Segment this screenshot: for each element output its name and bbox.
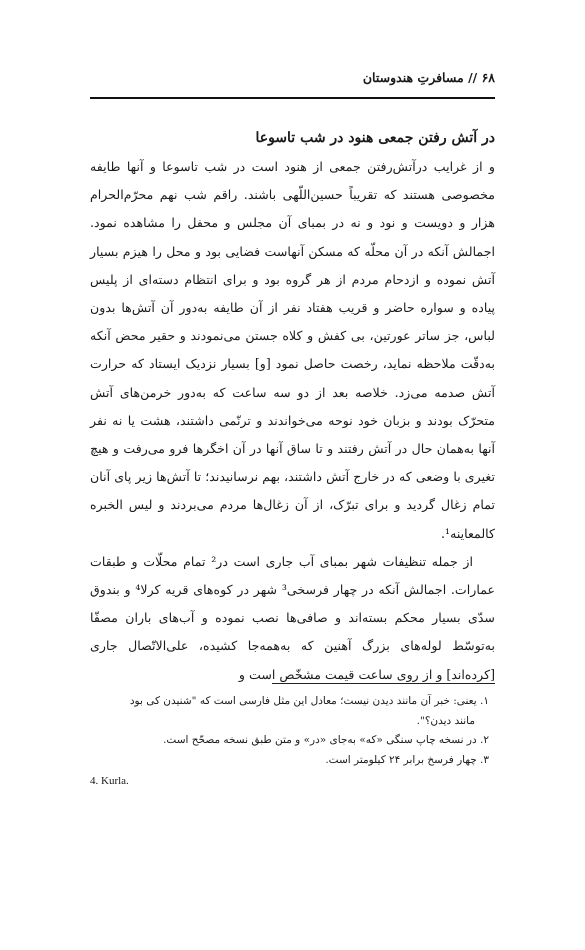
footnote-3: ۳. چهار فرسخ برابر ۲۴ کیلومتر است. — [325, 753, 489, 766]
footnote-2: ۲. در نسخه چاپ سنگی «که» به‌جای «در» و متن طبق نسخه مصحّح است. — [163, 734, 489, 746]
running-header: ۶۸ // مسافرتِ هندوستان — [362, 70, 495, 85]
paragraph-1: و از غرایب درآتش‌رفتن جمعی از هنود است در شب تاسوعا و آنها طایفه مخصوصی هستند که تقریباً حسین‌اللّهی باشند. راقم شب نهم محرّم‌الحرام هزار و دویست و نود و نه در بمبای آن مجلس و محفل را مشاهده نمود. اجمالش آنکه در آن محلّه که مسکن آنهاست فضایی بود و محل را هیزم بسیار آتش نموده و ازدحام مردم از هر گروه بود و برای انتظام دسته‌ای از پلیس پیاده و سواره حاضر و قریب هفتاد نفر از آن طایفه به‌دور آن آتش‌ها بدون لباس، جز ساتر عورتین، بی کفش و کلاه جستن می‌نمودند و حقیر محض آنکه به‌دقّت ملاحظه نماید، رخصت حاصل نمود [و] بسیار نزدیک ایستاد که حرارت آتش صدمه می‌زد. خلاصه بعد از دو سه ساعت که به‌دور خرمن‌های آتش متحرّک بودند و بزبان خود نوحه می‌خواندند و ترنّمی داشتند، هشت یا نه نفر آنها به‌همان حال در آتش رفتند و تا ساق آنها در آن اخگرها فرو می‌رفت و هیچ تغیری با وضعی که در خارج آتش داشتند، بهم نرسانیدند؛ تا آتش‌ها زیر پای آنان تمام زغال گردید و برای تبرّک، از آن زغال‌ها مردم می‌بردند و لیس الخبره کالمعاینه¹. — [90, 159, 495, 541]
footnote-1-continued: مانند دیدن؟". — [416, 714, 475, 727]
header-rule — [90, 97, 495, 99]
footnote-1: ۱. یعنی: خبر آن مانند دیدن نیست؛ معادل این مثل فارسی است که "شنیدن کی بود — [129, 695, 489, 707]
footnote-separator — [272, 683, 495, 684]
section-title: در آتش رفتن جمعی هنود در شب تاسوعا — [255, 130, 495, 146]
footnote-4: 4. Kurla. — [90, 775, 129, 787]
paragraph-2: از جمله تنظیفات شهر بمبای آب جاری است در² تمام محلّات و طبقات عمارات. اجمالش آنکه در چهار فرسخی³ شهر در کوه‌های قریه کرلا⁴ و بندوق سدّی بسیار محکم بسته‌اند و صافی‌ها نصب نموده و آب‌های باران مصفّا به‌توسّط لوله‌های بزرگ آهنین که به‌همه‌جا کشیده، علی‌الاتّصال جاری [کرده‌اند] و از روی ساعت قیمت مشخّص است و — [90, 553, 495, 682]
page-header — [90, 70, 495, 96]
footnotes — [90, 692, 495, 792]
main-text — [90, 124, 495, 689]
